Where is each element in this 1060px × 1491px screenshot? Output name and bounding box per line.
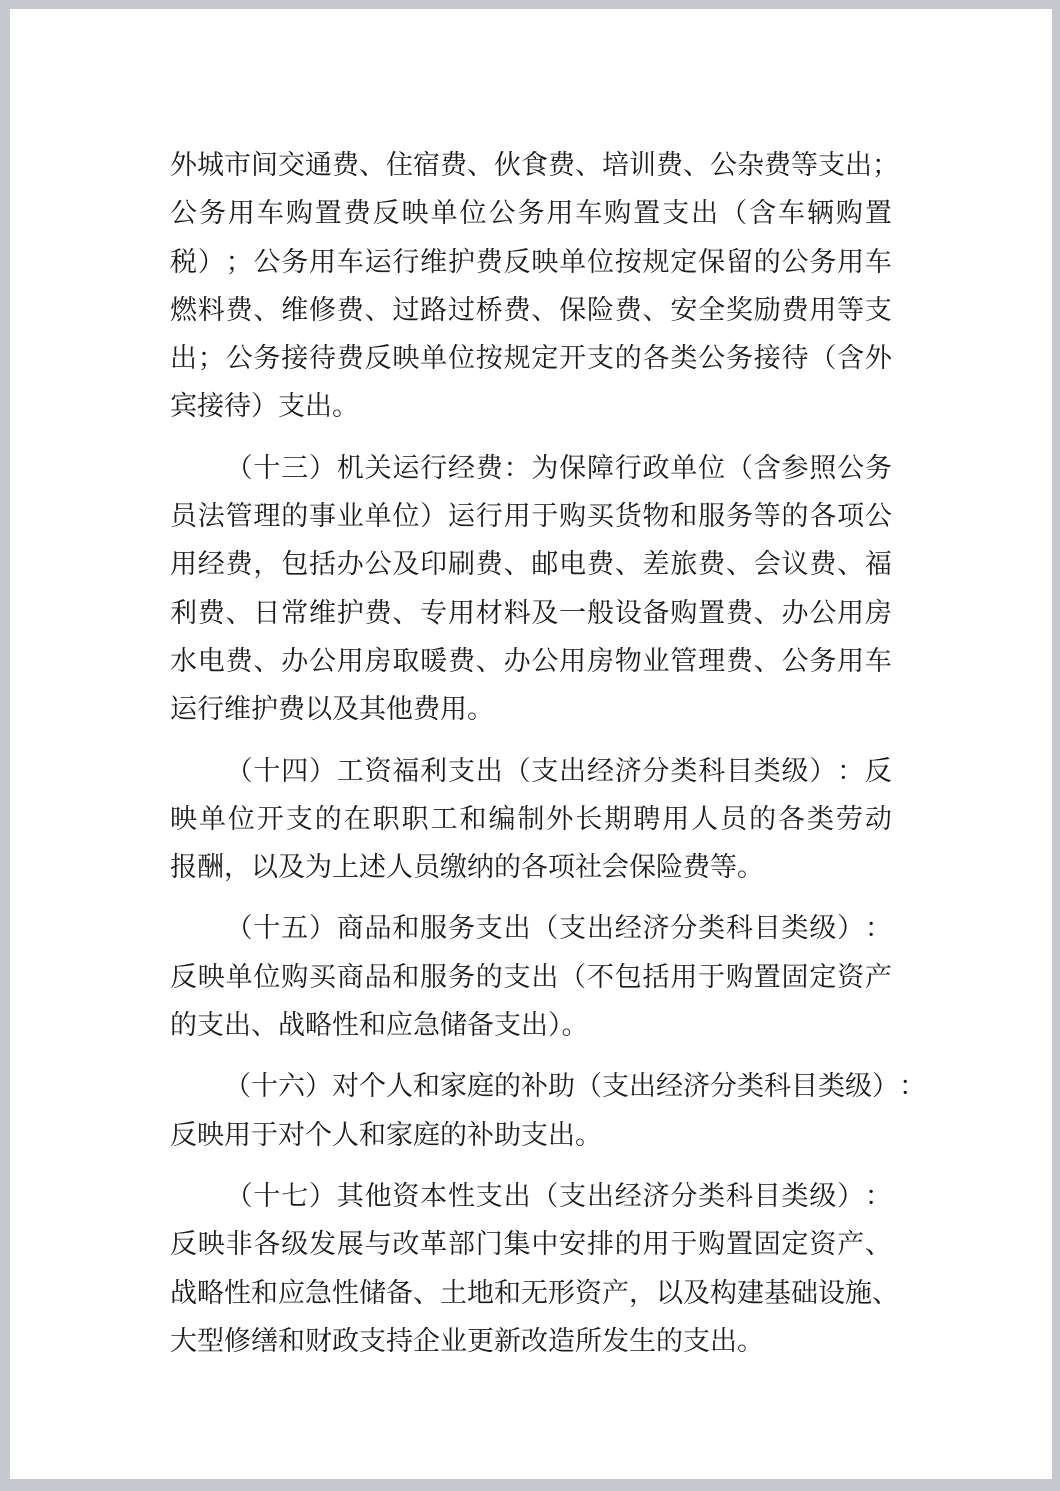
text-line: 出 ； 公 务 接 待 费 反 映 单 位 按 规 定 开 支 的 各 类 公 务 接 待 （ 含 外 xyxy=(170,343,892,374)
text-line: （ 十 七 ） 其 他 资 本 性 支 出 （ 支 出 经 济 分 类 科 目 类 级 ） ： xyxy=(225,1180,892,1211)
text-line: 反 映 单 位 购 买 商 品 和 服 务 的 支 出 （ 不 包 括 用 于 购 置 固 定 资 产 xyxy=(170,961,892,992)
document-text-block xyxy=(170,141,926,1378)
text-line: 的支出、战略性和应急储备支出）。 xyxy=(170,1010,589,1041)
document-page xyxy=(10,9,1052,1479)
text-line: （ 十 四 ） 工 资 福 利 支 出 （ 支 出 经 济 分 类 科 目 类 级 ） ： 反 xyxy=(225,755,892,786)
text-line: 报酬，以及为上述人员缴纳的各项社会保险费等。 xyxy=(170,852,764,883)
text-line: 宾接待）支出。 xyxy=(170,391,359,422)
text-line: 反映用于对个人和家庭的补助支出。 xyxy=(170,1119,602,1150)
paragraph-item-13 xyxy=(170,444,892,734)
text-line: 运行维护费以及其他费用。 xyxy=(170,694,494,725)
text-line: 利 费 、 日 常 维 护 费 、 专 用 材 料 及 一 般 设 备 购 置 费 、 办 公 用 房 xyxy=(170,597,892,628)
text-line: （ 十 五 ） 商 品 和 服 务 支 出 （ 支 出 经 济 分 类 科 目 类 级 ） ： xyxy=(225,913,892,944)
paragraph-item-15 xyxy=(170,904,892,1049)
text-line: 燃 料 费 、 维 修 费 、 过 路 过 桥 费 、 保 险 费 、 安 全 奖 励 费 用 等 支 xyxy=(170,294,892,325)
text-line: 水 电 费 、 办 公 用 房 取 暖 费 、 办 公 用 房 物 业 管 理 费 、 公 务 用 车 xyxy=(170,645,892,676)
text-line: 映 单 位 开 支 的 在 职 职 工 和 编 制 外 长 期 聘 用 人 员 的 各 类 劳 动 xyxy=(170,803,892,834)
paragraph-item-14 xyxy=(170,747,892,892)
text-line: 反 映 非 各 级 发 展 与 改 革 部 门 集 中 安 排 的 用 于 购 置 固 定 资 产 、 xyxy=(170,1229,892,1260)
text-line: 公 务 用 车 购 置 费 反 映 单 位 公 务 用 车 购 置 支 出 （ 含 车 辆 购 置 xyxy=(170,198,892,229)
text-line: 大型修缮和财政支持企业更新改造所发生的支出。 xyxy=(170,1325,764,1356)
text-line: （ 十 三 ） 机 关 运 行 经 费 ： 为 保 障 行 政 单 位 （ 含 参 照 公 务 xyxy=(225,452,892,483)
paragraph-item-17 xyxy=(170,1172,899,1365)
text-line: 外 城 市 间 交 通 费 、 住 宿 费 、 伙 食 费 、 培 训 费 、 公 杂 费 等 支 出 ； xyxy=(170,150,899,180)
text-line: 用 经 费 ， 包 括 办 公 及 印 刷 费 、 邮 电 费 、 差 旅 费 、 会 议 费 、 福 xyxy=(170,549,892,580)
paragraph-continuation-para xyxy=(170,141,899,431)
text-line: （ 十 六 ） 对 个 人 和 家 庭 的 补 助 （ 支 出 经 济 分 类 科 目 类 级 ） ： xyxy=(224,1071,926,1102)
text-line: 员 法 管 理 的 事 业 单 位 ） 运 行 用 于 购 买 货 物 和 服 务 等 的 各 项 公 xyxy=(170,501,892,532)
paragraph-item-16 xyxy=(170,1062,926,1159)
text-line: 税 ） ； 公 务 用 车 运 行 维 护 费 反 映 单 位 按 规 定 保 留 的 公 务 用 车 xyxy=(170,246,892,277)
text-line: 战 略 性 和 应 急 性 储 备 、 土 地 和 无 形 资 产 ， 以 及 构 建 基 础 设 施 、 xyxy=(170,1277,899,1308)
